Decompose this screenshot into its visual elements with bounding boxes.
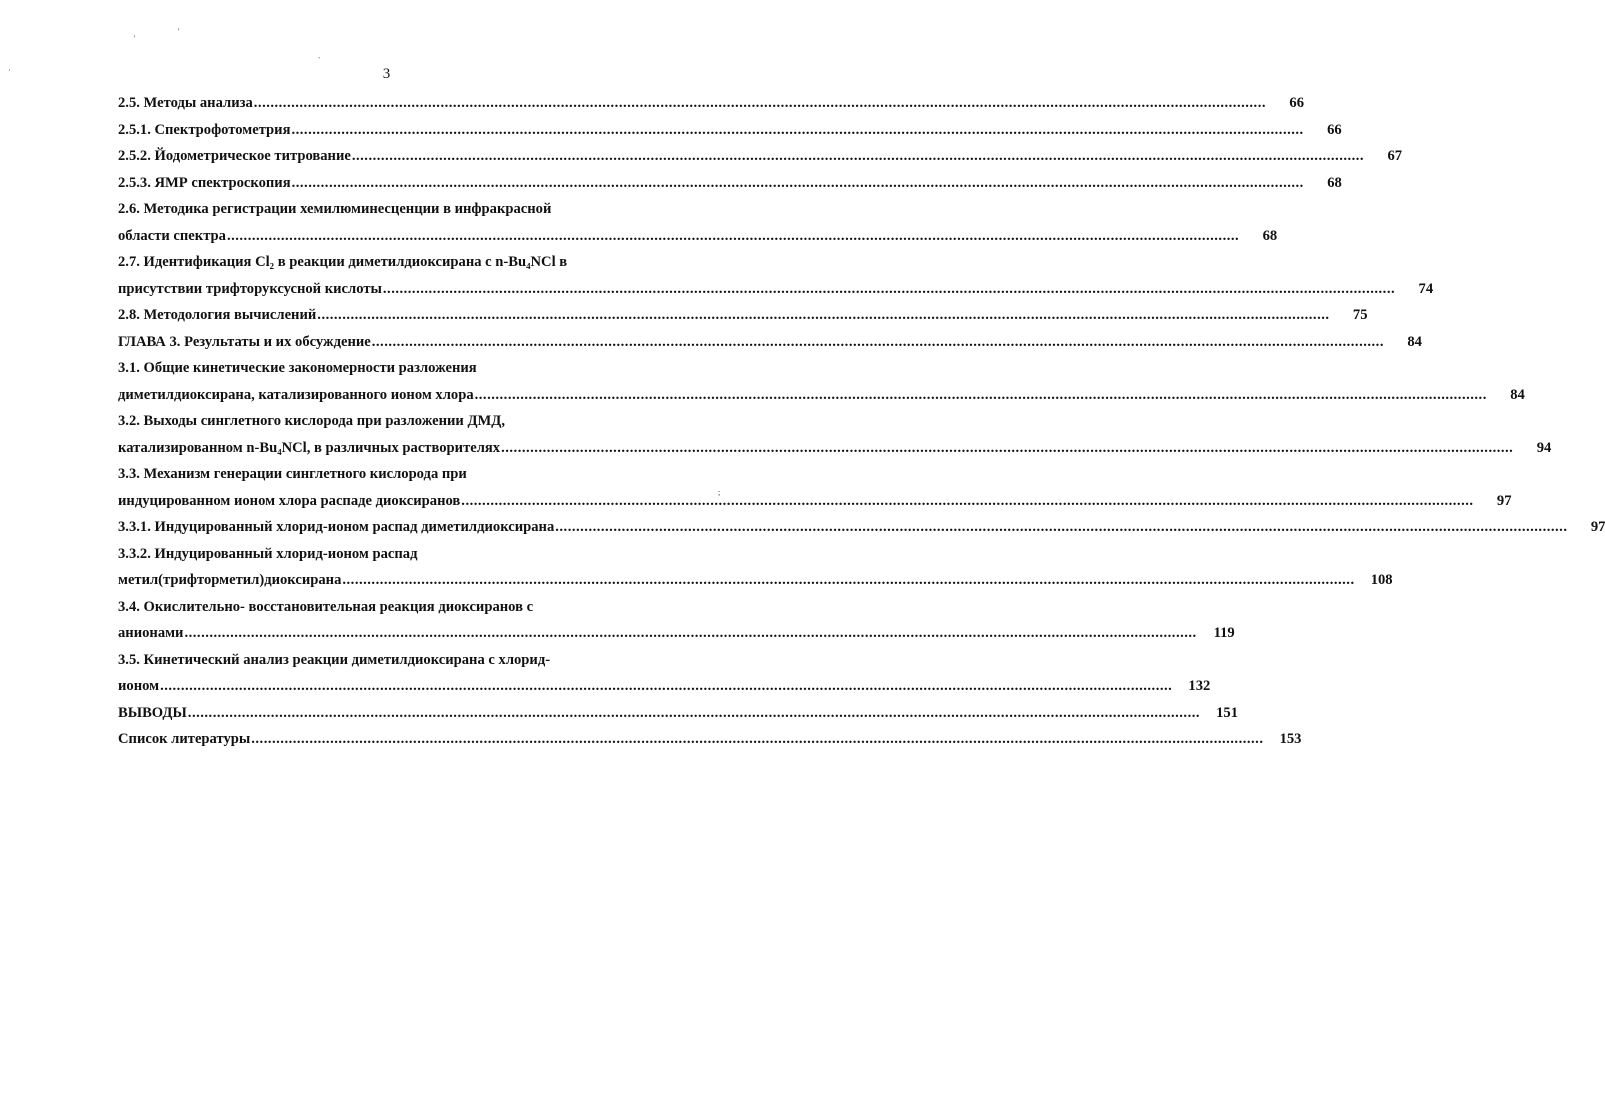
toc-entry-title: анионами <box>118 625 184 641</box>
toc-entry-title: 2.5.3. ЯМР спектроскопия <box>118 174 291 191</box>
page-number: 3 <box>382 66 391 82</box>
toc-entry <box>118 90 1304 117</box>
scan-speck: ; <box>718 488 721 497</box>
toc-entry-page: 67 <box>1387 148 1403 164</box>
toc-entry-title: 3.3.1. Индуцированный хлорид-ионом распад диметилдиоксирана <box>118 519 555 535</box>
toc-entry-title-line1: 3.4. Окислительно- восстановительная реакция диоксиранов с <box>118 598 534 615</box>
toc-entry-page: 132 <box>1188 678 1211 694</box>
toc-entry <box>118 223 1278 250</box>
toc-entry <box>118 329 1422 356</box>
toc-entry-page: 94 <box>1536 439 1552 456</box>
leader-dots <box>160 673 1172 700</box>
toc-entry-page: 119 <box>1213 625 1235 641</box>
toc-entry-page: 97 <box>1496 492 1512 509</box>
toc-entry-title: Список литературы <box>118 731 251 747</box>
toc-entry-page: 68 <box>1327 174 1342 191</box>
scan-speck: · <box>8 66 11 75</box>
leader-dots <box>254 90 1266 117</box>
leader-dots <box>292 170 1304 197</box>
toc-entry-page: 97 <box>1590 519 1605 535</box>
toc-entry-title: 2.5.2. Йодометрическое титрование <box>118 148 351 164</box>
leader-dots <box>501 435 1513 462</box>
toc-entry-line1 <box>118 196 663 223</box>
toc-entry-line1 <box>118 647 663 674</box>
leader-dots <box>184 620 1196 647</box>
toc-entry <box>118 567 1393 594</box>
toc-entry-line1 <box>118 461 663 488</box>
scan-speck: ` <box>318 56 321 65</box>
scan-speck: ' <box>178 27 180 36</box>
toc-entry-title: присутствии трифторуксусной кислоты <box>118 280 382 297</box>
toc-entry-title: диметилдиоксирана, катализированного ионом хлора <box>118 386 474 403</box>
toc-entry <box>118 488 1512 515</box>
leader-dots <box>383 276 1395 303</box>
toc-entry <box>118 700 1239 727</box>
toc-entry-title-line1: 3.2. Выходы синглетного кислорода при разложении ДМД, <box>118 413 505 429</box>
toc-entry <box>118 435 1552 462</box>
toc-entry <box>118 170 1342 197</box>
toc-entry-page: 74 <box>1418 280 1434 297</box>
toc-entry-page: 75 <box>1352 307 1368 323</box>
toc-entry <box>118 143 1403 170</box>
leader-dots <box>352 143 1364 170</box>
toc-entry-page: 66 <box>1289 95 1304 111</box>
toc-entry-line1 <box>118 355 663 382</box>
toc-entry-page: 84 <box>1510 386 1525 403</box>
leader-dots <box>555 514 1567 541</box>
leader-dots <box>251 726 1263 753</box>
toc-entry-title-line1: 3.3. Механизм генерации синглетного кислорода при <box>118 466 467 482</box>
toc-entry <box>118 726 1302 753</box>
leader-dots <box>475 382 1487 409</box>
toc-entry-line1 <box>118 249 663 276</box>
leader-dots <box>227 223 1239 250</box>
toc-entry-line1 <box>118 594 663 621</box>
toc-entry-line1 <box>118 541 663 568</box>
leader-dots <box>372 329 1384 356</box>
leader-dots <box>317 302 1329 329</box>
toc-entry-page: 68 <box>1262 227 1278 244</box>
toc-entry-title: 2.5.1. Спектрофотометрия <box>118 121 291 138</box>
toc-entry-title: ионом <box>118 678 160 694</box>
toc-entry-line1 <box>118 408 663 435</box>
toc-entry-page: 66 <box>1327 121 1342 138</box>
table-of-contents <box>118 90 1605 753</box>
toc-entry-title: ГЛАВА 3. Результаты и их обсуждение <box>118 333 371 350</box>
toc-entry-page: 151 <box>1216 704 1239 721</box>
toc-entry-page: 84 <box>1407 333 1422 350</box>
scan-speck: ' <box>134 34 136 43</box>
leader-dots <box>342 567 1354 594</box>
toc-entry <box>118 117 1342 144</box>
toc-entry-page: 153 <box>1279 731 1302 747</box>
leader-dots <box>461 488 1473 515</box>
toc-entry <box>118 302 1368 329</box>
toc-entry-title: метил(трифторметил)диоксирана <box>118 572 342 588</box>
toc-entry <box>118 620 1235 647</box>
toc-entry-title-line1: 2.7. Идентификация Cl₂ в реакции диметилдиоксирана с n-Bu₄NCl в <box>118 254 568 270</box>
toc-entry-title-line1: 2.6. Методика регистрации хемилюминесценции в инфракрасной <box>118 201 552 217</box>
toc-entry-title: области спектра <box>118 227 226 244</box>
toc-entry-title: ВЫВОДЫ <box>118 704 187 721</box>
toc-entry-title-line1: 3.1. Общие кинетические закономерности разложения <box>118 360 477 376</box>
toc-entry-title: 2.8. Методология вычислений <box>118 307 317 323</box>
toc-entry <box>118 514 1605 541</box>
leader-dots <box>188 700 1200 727</box>
leader-dots <box>291 117 1303 144</box>
toc-entry <box>118 276 1434 303</box>
toc-entry-title-line1: 3.5. Кинетический анализ реакции диметилдиоксирана с хлорид- <box>118 651 551 668</box>
toc-entry <box>118 382 1525 409</box>
toc-entry <box>118 673 1211 700</box>
toc-entry-page: 108 <box>1370 572 1393 588</box>
toc-entry-title-line1: 3.3.2. Индуцированный хлорид-ионом распад <box>118 545 418 562</box>
toc-entry-title: катализированном n-Bu₄NCl, в различных растворителях <box>118 439 501 456</box>
toc-entry-title: 2.5. Методы анализа <box>118 95 253 111</box>
toc-entry-title: индуцированном ионом хлора распаде диоксиранов <box>118 492 461 509</box>
